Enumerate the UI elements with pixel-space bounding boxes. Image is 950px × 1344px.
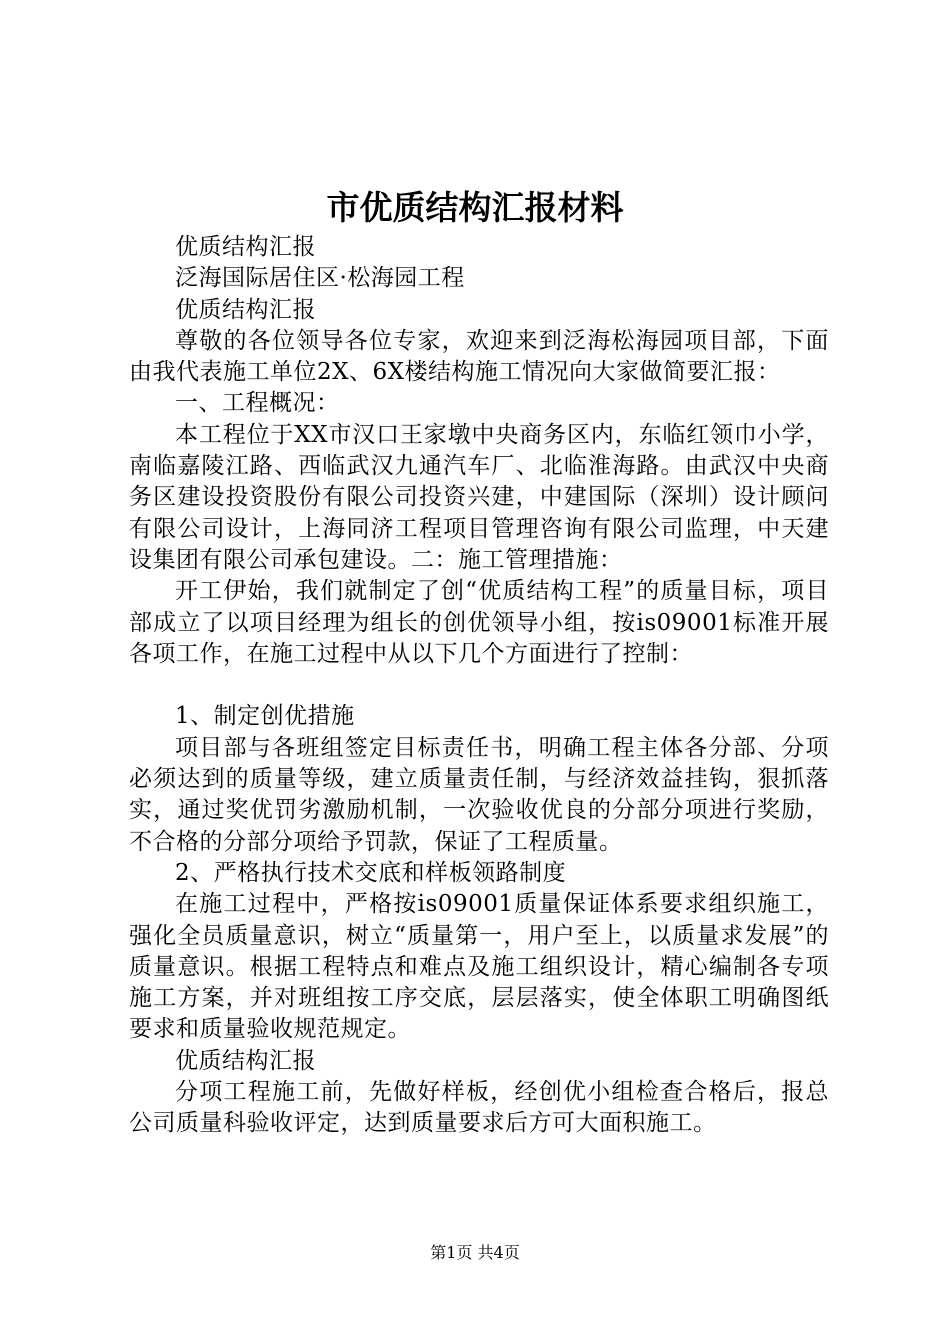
paragraph: 泛海国际居住区·松海园工程 xyxy=(175,265,465,292)
section-heading: 一、工程概况： xyxy=(175,390,340,417)
paragraph: 优质结构汇报 xyxy=(175,296,316,323)
section-heading: 2、严格执行技术交底和样板领路制度 xyxy=(175,859,567,886)
section-heading: 1、制定创优措施 xyxy=(175,703,355,730)
document-body xyxy=(129,232,829,1140)
paragraph: 本工程位于XX市汉口王家墩中央商务区内，东临红领巾小学，南临嘉陵江路、西临武汉九通汽车厂、北临淮海路。由武汉中央商务区建设投资股份有限公司投资兴建，中建国际（深圳）设计顾问有限公司设计，上海同济工程项目管理咨询有限公司监理，中天建设集团有限公司承包建设。二：施工管理措施： xyxy=(129,421,829,573)
paragraph: 尊敬的各位领导各位专家，欢迎来到泛海松海园项目部，下面由我代表施工单位2X、6X楼结构施工情况向大家做简要汇报： xyxy=(129,327,829,386)
paragraph: 优质结构汇报 xyxy=(175,234,316,260)
paragraph: 开工伊始，我们就制定了创“优质结构工程”的质量目标，项目部成立了以项目经理为组长的创优领导小组，按is09001标准开展各项工作，在施工过程中从以下几个方面进行了控制： xyxy=(129,578,829,667)
paragraph: 在施工过程中，严格按is09001质量保证体系要求组织施工，强化全员质量意识，树立“质量第一，用户至上，以质量求发展”的质量意识。根据工程特点和难点及施工组织设计，精心编制各专项施工方案，并对班组按工序交底，层层落实，使全体职工明确图纸要求和质量验收规范规定。 xyxy=(129,891,829,1043)
document-title: 市优质结构汇报材料 xyxy=(326,188,624,227)
page-footer: 第1页 共4页 xyxy=(430,1243,520,1262)
paragraph: 优质结构汇报 xyxy=(175,1047,316,1074)
paragraph: 项目部与各班组签定目标责任书，明确工程主体各分部、分项必须达到的质量等级，建立质量责任制，与经济效益挂钩，狠抓落实，通过奖优罚劣激励机制，一次验收优良的分部分项进行奖励，不合格的分部分项给予罚款，保证了工程质量。 xyxy=(129,734,829,855)
paragraph: 分项工程施工前，先做好样板，经创优小组检查合格后，报总公司质量科验收评定，达到质量要求后方可大面积施工。 xyxy=(129,1079,829,1137)
